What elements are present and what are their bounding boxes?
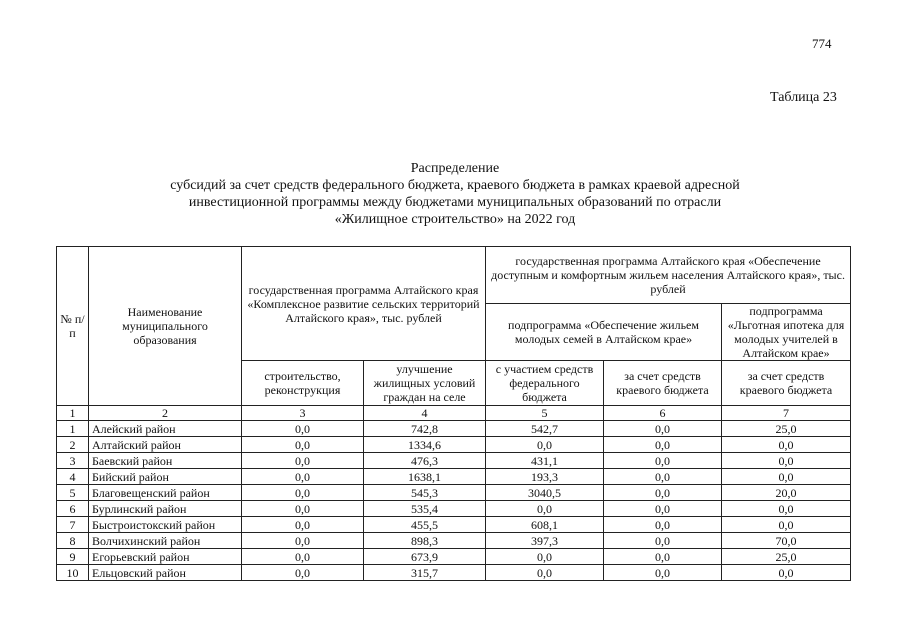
column-number: 6 — [604, 406, 722, 421]
title-line-2: субсидий за счет средств федерального бюджета, краевого бюджета в рамках краевой адресной — [170, 178, 740, 193]
teachers-mortgage-value: 0,0 — [722, 469, 851, 485]
housing-improvement-value: 535,4 — [364, 501, 486, 517]
header-program-housing: государственная программа Алтайского края «Обеспечение доступным и комфортным жильем населения Алтайского края», тыс. рублей — [486, 247, 851, 304]
teachers-mortgage-value: 0,0 — [722, 501, 851, 517]
construction-value: 0,0 — [242, 421, 364, 437]
header-subprogram-teachers-mortgage: подпрограмма «Льготная ипотека для молодых учителей в Алтайском крае» — [722, 304, 851, 361]
housing-improvement-value: 1638,1 — [364, 469, 486, 485]
construction-value: 0,0 — [242, 565, 364, 581]
header-program-rural: государственная программа Алтайского края «Комплексное развитие сельских территорий Алтайского края», тыс. рублей — [242, 247, 486, 361]
regional-budget-value: 0,0 — [604, 437, 722, 453]
title-line-4: «Жилищное строительство» на 2022 год — [334, 212, 576, 227]
column-number: 2 — [89, 406, 242, 421]
construction-value: 0,0 — [242, 501, 364, 517]
municipality-name: Благовещенский район — [89, 485, 242, 501]
housing-improvement-value: 476,3 — [364, 453, 486, 469]
regional-budget-value: 0,0 — [604, 533, 722, 549]
teachers-mortgage-value: 70,0 — [722, 533, 851, 549]
municipality-name: Волчихинский район — [89, 533, 242, 549]
row-number: 8 — [57, 533, 89, 549]
federal-budget-value: 193,3 — [486, 469, 604, 485]
teachers-mortgage-value: 25,0 — [722, 549, 851, 565]
municipality-name: Егорьевский район — [89, 549, 242, 565]
federal-budget-value: 608,1 — [486, 517, 604, 533]
column-number-row — [57, 406, 851, 421]
table-row — [57, 533, 851, 549]
table-row — [57, 549, 851, 565]
housing-improvement-value: 673,9 — [364, 549, 486, 565]
federal-budget-value: 397,3 — [486, 533, 604, 549]
construction-value: 0,0 — [242, 533, 364, 549]
federal-budget-value: 0,0 — [486, 549, 604, 565]
table-row — [57, 421, 851, 437]
table-row — [57, 517, 851, 533]
construction-value: 0,0 — [242, 453, 364, 469]
column-number: 1 — [57, 406, 89, 421]
table-row — [57, 437, 851, 453]
table-row — [57, 453, 851, 469]
column-number: 5 — [486, 406, 604, 421]
teachers-mortgage-value: 0,0 — [722, 565, 851, 581]
row-number: 4 — [57, 469, 89, 485]
federal-budget-value: 0,0 — [486, 501, 604, 517]
row-number: 1 — [57, 421, 89, 437]
header-housing-improvement: улучшение жилищных условий граждан на селе — [364, 361, 486, 406]
housing-improvement-value: 1334,6 — [364, 437, 486, 453]
regional-budget-value: 0,0 — [604, 485, 722, 501]
table-label: Таблица 23 — [770, 90, 837, 105]
municipality-name: Ельцовский район — [89, 565, 242, 581]
construction-value: 0,0 — [242, 437, 364, 453]
municipality-name: Бийский район — [89, 469, 242, 485]
municipality-name: Быстроистокский район — [89, 517, 242, 533]
construction-value: 0,0 — [242, 485, 364, 501]
header-municipality-name: Наименование муниципального образования — [89, 247, 242, 406]
federal-budget-value: 542,7 — [486, 421, 604, 437]
regional-budget-value: 0,0 — [604, 565, 722, 581]
header-regional-budget-teachers: за счет средств краевого бюджета — [722, 361, 851, 406]
page-number: 774 — [812, 36, 832, 51]
municipality-name: Алейский район — [89, 421, 242, 437]
document-title — [60, 160, 850, 228]
housing-improvement-value: 898,3 — [364, 533, 486, 549]
header-subprogram-young-families: подпрограмма «Обеспечение жильем молодых семей в Алтайском крае» — [486, 304, 722, 361]
header-number: № п/п — [57, 247, 89, 406]
row-number: 10 — [57, 565, 89, 581]
row-number: 7 — [57, 517, 89, 533]
title-line-3: инвестиционной программы между бюджетами муниципальных образований по отрасли — [188, 195, 722, 210]
construction-value: 0,0 — [242, 517, 364, 533]
regional-budget-value: 0,0 — [604, 469, 722, 485]
table-row — [57, 469, 851, 485]
housing-improvement-value: 545,3 — [364, 485, 486, 501]
row-number: 3 — [57, 453, 89, 469]
construction-value: 0,0 — [242, 549, 364, 565]
header-regional-budget: за счет средств краевого бюджета — [604, 361, 722, 406]
row-number: 2 — [57, 437, 89, 453]
regional-budget-value: 0,0 — [604, 453, 722, 469]
teachers-mortgage-value: 0,0 — [722, 437, 851, 453]
federal-budget-value: 0,0 — [486, 437, 604, 453]
subsidy-table — [56, 246, 851, 581]
table-row — [57, 485, 851, 501]
teachers-mortgage-value: 20,0 — [722, 485, 851, 501]
regional-budget-value: 0,0 — [604, 549, 722, 565]
row-number: 9 — [57, 549, 89, 565]
housing-improvement-value: 455,5 — [364, 517, 486, 533]
column-number: 3 — [242, 406, 364, 421]
federal-budget-value: 3040,5 — [486, 485, 604, 501]
municipality-name: Баевский район — [89, 453, 242, 469]
regional-budget-value: 0,0 — [604, 421, 722, 437]
housing-improvement-value: 742,8 — [364, 421, 486, 437]
municipality-name: Алтайский район — [89, 437, 242, 453]
regional-budget-value: 0,0 — [604, 501, 722, 517]
regional-budget-value: 0,0 — [604, 517, 722, 533]
teachers-mortgage-value: 25,0 — [722, 421, 851, 437]
table-row — [57, 501, 851, 517]
title-line-1: Распределение — [410, 161, 500, 176]
column-number: 7 — [722, 406, 851, 421]
construction-value: 0,0 — [242, 469, 364, 485]
teachers-mortgage-value: 0,0 — [722, 453, 851, 469]
federal-budget-value: 431,1 — [486, 453, 604, 469]
column-number: 4 — [364, 406, 486, 421]
housing-improvement-value: 315,7 — [364, 565, 486, 581]
row-number: 5 — [57, 485, 89, 501]
federal-budget-value: 0,0 — [486, 565, 604, 581]
header-construction: строительство, реконструкция — [242, 361, 364, 406]
table-row — [57, 565, 851, 581]
teachers-mortgage-value: 0,0 — [722, 517, 851, 533]
header-federal-budget: с участием средств федерального бюджета — [486, 361, 604, 406]
municipality-name: Бурлинский район — [89, 501, 242, 517]
row-number: 6 — [57, 501, 89, 517]
